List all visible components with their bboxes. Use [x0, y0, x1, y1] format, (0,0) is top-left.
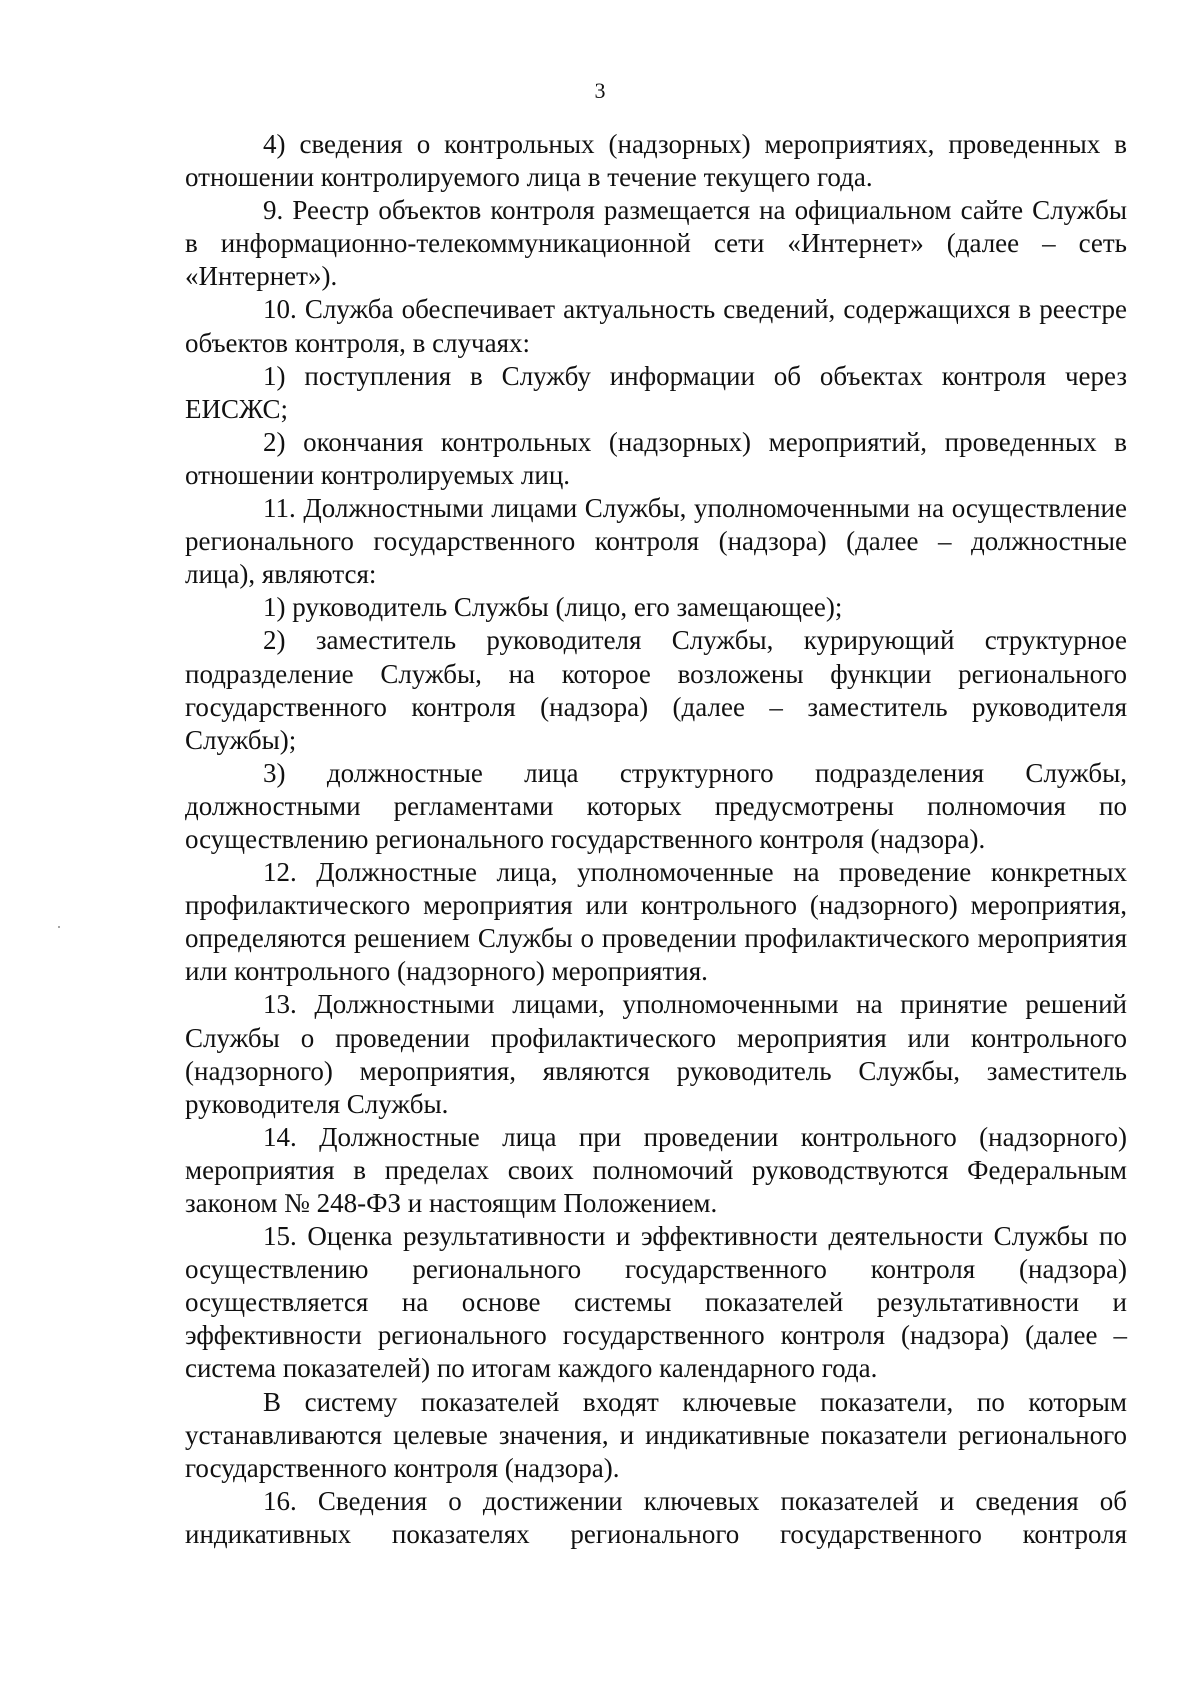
paragraph-10-item-2: 2) окончания контрольных (надзорных) мероприятий, проведенных в отношении контролируемых лиц. — [185, 426, 1127, 490]
paragraph-15-continuation: В систему показателей входят ключевые показатели, по которым устанавливаются целевые значения, и индикативные показатели регионального государственного контроля (надзора). — [185, 1386, 1127, 1483]
page-number: 3 — [594, 78, 606, 103]
paragraph-15: 15. Оценка результативности и эффективности деятельности Службы по осуществлению регионального государственного контроля (надзора) осуществляется на основе системы показателей результативности и эффективности регионального государственного контроля (надзора) (далее – система показателей) по итогам каждого календарного года. — [185, 1221, 1127, 1384]
paragraph-9: 9. Реестр объектов контроля размещается на официальном сайте Службы в информационно-телекоммуникационной сети «Интернет» (далее – сеть «Интернет»). — [185, 195, 1127, 292]
paragraph-11-item-1: 1) руководитель Службы (лицо, его замещающее); — [263, 592, 843, 623]
paragraph-10: 10. Служба обеспечивает актуальность сведений, содержащихся в реестре объектов контроля, в случаях: — [185, 294, 1127, 358]
paragraph-13: 13. Должностными лицами, уполномоченными на принятие решений Службы о проведении профилактического мероприятия или контрольного (надзорного) мероприятия, являются руководитель Службы, заместитель руководителя Службы. — [185, 989, 1127, 1119]
scan-speck — [58, 926, 60, 928]
paragraph-11-item-3: 3) должностные лица структурного подразделения Службы, должностными регламентами которых предусмотрены полномочия по осуществлению регионального государственного контроля (надзора). — [185, 757, 1127, 854]
paragraph-10-item-1: 1) поступления в Службу информации об объектах контроля через ЕИСЖС; — [185, 360, 1127, 424]
paragraph-11: 11. Должностными лицами Службы, уполномоченными на осуществление регионального государственного контроля (надзора) (далее – должностные лица), являются: — [185, 493, 1127, 590]
paragraph-item-4: 4) сведения о контрольных (надзорных) мероприятиях, проведенных в отношении контролируемого лица в течение текущего года. — [185, 129, 1127, 193]
document-body — [185, 128, 1127, 1551]
paragraph-14: 14. Должностные лица при проведении контрольного (надзорного) мероприятия в пределах своих полномочий руководствуются Федеральным законом № 248-ФЗ и настоящим Положением. — [185, 1121, 1127, 1218]
paragraph-12: 12. Должностные лица, уполномоченные на проведение конкретных профилактического мероприятия или контрольного (надзорного) мероприятия, определяются решением Службы о проведении профилактического мероприятия или контрольного (надзорного) мероприятия. — [185, 857, 1127, 987]
paragraph-11-item-2: 2) заместитель руководителя Службы, курирующий структурное подразделение Службы, на которое возложены функции регионального государственного контроля (надзора) (далее – заместитель руководителя Службы); — [185, 625, 1127, 755]
paragraph-16: 16. Сведения о достижении ключевых показателей и сведения об индикативных показателях регионального государственного контроля — [185, 1485, 1127, 1549]
